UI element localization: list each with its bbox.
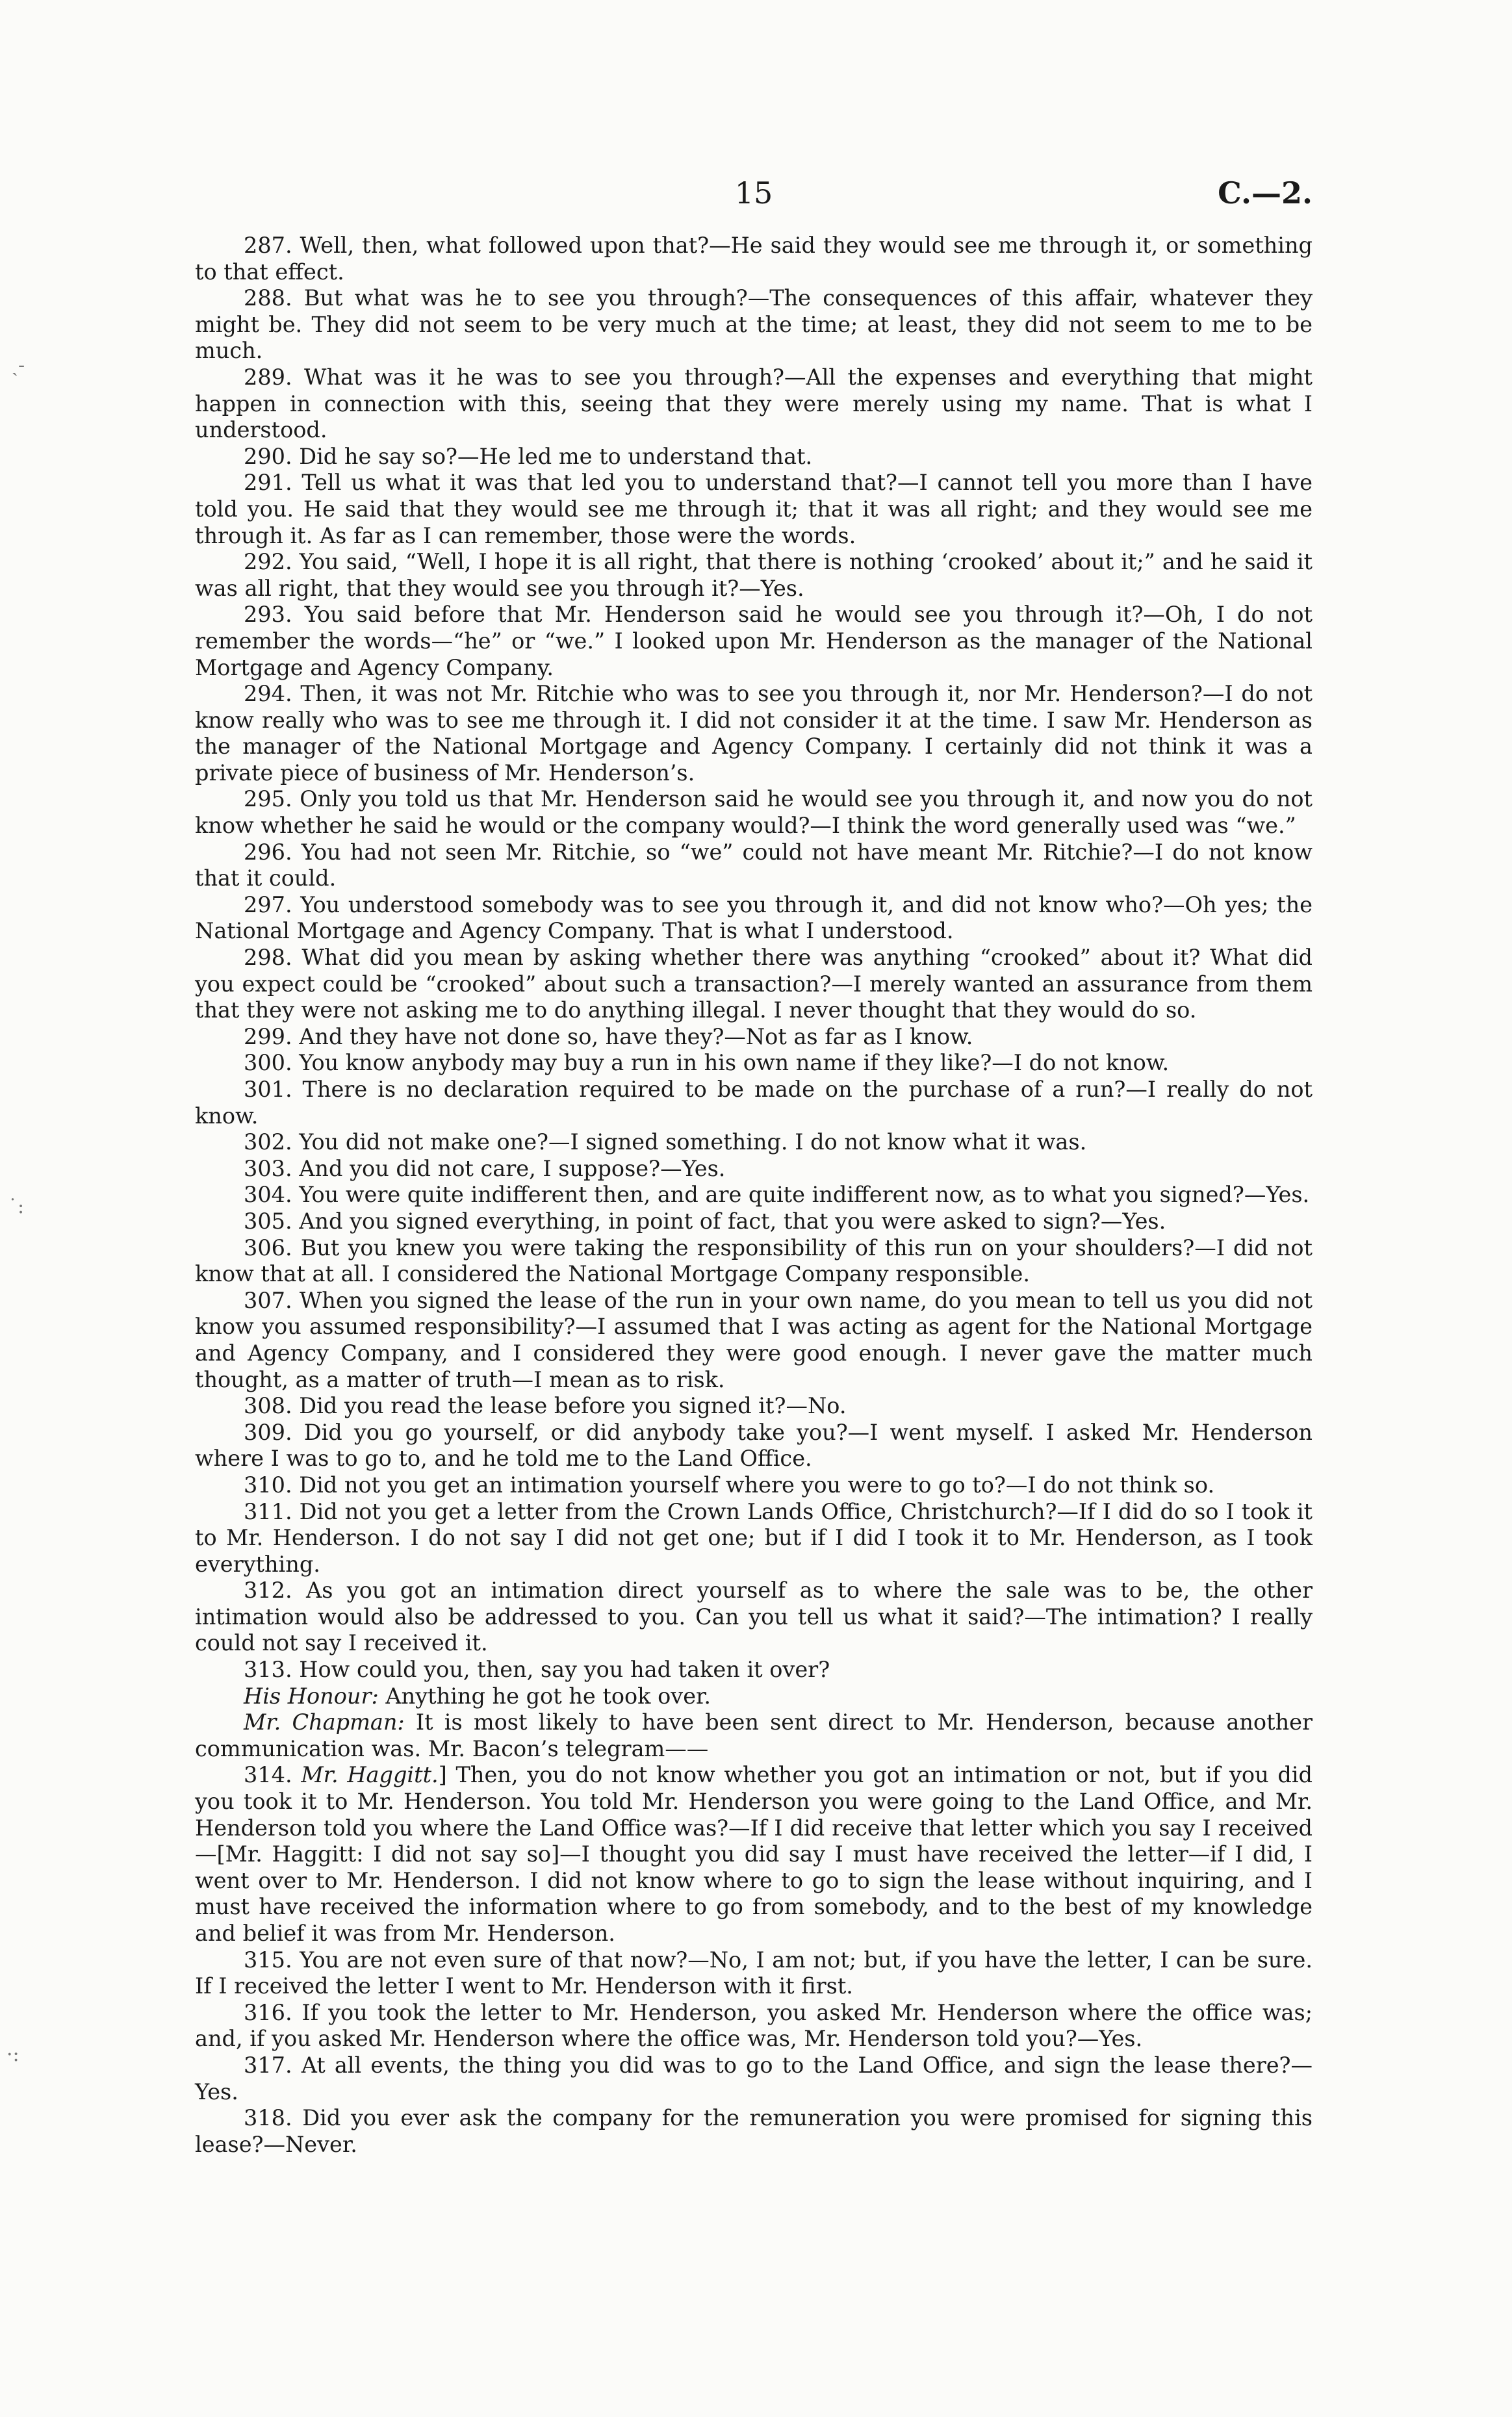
paragraph-314 (195, 1762, 1313, 1947)
paper-reference: C.—2. (1218, 175, 1313, 211)
paragraph-308: 308. Did you read the lease before you signed it?—No. (244, 1393, 847, 1419)
paragraph-295: 295. Only you told us that Mr. Henderson said he would see you through it, and now you do not know whether he said he would or the company would?—I think the word generally used was “we.” (195, 786, 1313, 839)
paragraph-301: 301. There is no declaration required to be made on the purchase of a run?—I really do not know. (195, 1077, 1313, 1129)
paragraph-300: 300. You know anybody may buy a run in his own name if they like?—I do not know. (244, 1050, 1170, 1076)
statement-text: Anything he got he took over. (378, 1683, 711, 1709)
speaker-name: Mr. Chapman: (244, 1709, 405, 1735)
paragraph-313: 313. How could you, then, say you had taken it over? (244, 1657, 830, 1683)
question-number: 314. (244, 1762, 301, 1788)
paragraph-287: 287. Well, then, what followed upon that?—He said they would see me through it, or something to that effect. (195, 233, 1313, 285)
paragraph-311: 311. Did not you get a letter from the Crown Lands Office, Christchurch?—If I did do so I took it to Mr. Henderson. I do not say I did not get one; but if I did I took it to Mr. Henderson, as I took everything. (195, 1498, 1313, 1577)
paragraph-304: 304. You were quite indifferent then, and are quite indifferent now, as to what you signed?—Yes. (244, 1182, 1310, 1208)
speaker-name: Mr. Haggitt. (301, 1762, 439, 1788)
paragraph-315: 315. You are not even sure of that now?—No, I am not; but, if you have the letter, I can be sure. If I received the letter I went to Mr. Henderson with it first. (195, 1947, 1313, 1999)
paragraph-310: 310. Did not you get an intimation yourself where you were to go to?—I do not think so. (244, 1472, 1215, 1498)
paragraph-306: 306. But you knew you were taking the responsibility of this run on your shoulders?—I did not know that at all. I considered the National Mortgage Company responsible. (195, 1234, 1313, 1287)
testimony-body (195, 233, 1313, 2158)
paragraph-298: 298. What did you mean by asking whether there was anything “crooked” about it? What did you expect could be “crooked” about such a transaction?—I merely wanted an assurance from them that they were not asking me to do anything illegal. I never thought that they would do so. (195, 945, 1313, 1023)
paragraph-294: 294. Then, it was not Mr. Ritchie who was to see you through it, nor Mr. Henderson?—I do not know really who was to see me through it. I did not consider it at the time. I saw Mr. Henderson as the manager of the National Mortgage and Agency Company. I certainly did not think it was a private piece of business of Mr. Henderson’s. (195, 681, 1313, 786)
statement-text: ] Then, you do not know whether you got an intimation or not, but if you did you took it to Mr. Henderson. You told Mr. Henderson you were going to the Land Office, and Mr. Henderson told you where the Land Office was?—If I did receive that letter which you say I received—[Mr. Haggitt: I did not say so]—I thought you did say I must have received the letter—if I did, I went over to Mr. Henderson. I did not know where to go to sign the lease without inquiring, and I must have received the information where to go from somebody, and to the best of my knowledge and belief it was from Mr. Henderson. (195, 1762, 1313, 1946)
paragraph-296: 296. You had not seen Mr. Ritchie, so “we” could not have meant Mr. Ritchie?—I do not know that it could. (195, 839, 1313, 891)
paragraph-303: 303. And you did not care, I suppose?—Yes. (244, 1155, 726, 1181)
speaker-name: His Honour: (244, 1683, 379, 1709)
paragraph-309: 309. Did you go yourself, or did anybody take you?—I went myself. I asked Mr. Henderson where I was to go to, and he told me to the Land Office. (195, 1419, 1313, 1472)
paragraph-290: 290. Did he say so?—He led me to understand that. (244, 443, 813, 469)
statement-his-honour (195, 1683, 1313, 1710)
statement-text: It is most likely to have been sent direct to Mr. Henderson, because another communication was. Mr. Bacon’s telegram—— (195, 1709, 1313, 1761)
page-number: 15 (734, 175, 773, 211)
paragraph-292: 292. You said, “Well, I hope it is all right, that there is nothing ‘crooked’ about it;” and he said it was all right, that they would see you through it?—Yes. (195, 549, 1313, 601)
scan-speck: ˎ‐ (12, 354, 25, 377)
paragraph-302: 302. You did not make one?—I signed something. I do not know what it was. (244, 1129, 1087, 1155)
paragraph-305: 305. And you signed everything, in point of fact, that you were asked to sign?—Yes. (244, 1208, 1166, 1234)
paragraph-317: 317. At all events, the thing you did was to go to the Land Office, and sign the lease there?—Yes. (195, 2052, 1313, 2104)
scan-speck: ˙: (8, 1196, 25, 1218)
page-header (195, 170, 1313, 216)
paragraph-316: 316. If you took the letter to Mr. Henderson, you asked Mr. Henderson where the office was; and, if you asked Mr. Henderson where the office was, Mr. Henderson told you?—Yes. (195, 1999, 1313, 2052)
paragraph-293: 293. You said before that Mr. Henderson said he would see you through it?—Oh, I do not remember the words—“he” or “we.” I looked upon Mr. Henderson as the manager of the National Mortgage and Agency Company. (195, 602, 1313, 680)
paragraph-299: 299. And they have not done so, have they?—Not as far as I know. (244, 1023, 973, 1049)
paragraph-289: 289. What was it he was to see you through?—All the expenses and everything that might happen in connection with this, seeing that they were merely using my name. That is what I understood. (195, 364, 1313, 443)
statement-mr-chapman (195, 1709, 1313, 1762)
paragraph-312: 312. As you got an intimation direct yourself as to where the sale was to be, the other intimation would also be addressed to you. Can you tell us what it said?—The intimation? I really could not say I received it. (195, 1578, 1313, 1656)
paragraph-318: 318. Did you ever ask the company for the remuneration you were promised for signing this lease?—Never. (195, 2105, 1313, 2157)
scan-speck: ·: (6, 2043, 19, 2066)
paragraph-297: 297. You understood somebody was to see you through it, and did not know who?—Oh yes; the National Mortgage and Agency Company. That is what I understood. (195, 891, 1313, 944)
paragraph-291: 291. Tell us what it was that led you to understand that?—I cannot tell you more than I have told you. He said that they would see me through it; that it was all right; and they would see me through it. As far as I can remember, those were the words. (195, 470, 1313, 548)
paragraph-307: 307. When you signed the lease of the run in your own name, do you mean to tell us you did not know you assumed responsibility?—I assumed that I was acting as agent for the National Mortgage and Agency Company, and I considered they were good enough. I never gave the matter much thought, as a matter of truth—I mean as to risk. (195, 1287, 1313, 1392)
paragraph-288: 288. But what was he to see you through?—The consequences of this affair, whatever they might be. They did not seem to be very much at the time; at least, they did not seem to me to be much. (195, 285, 1313, 364)
